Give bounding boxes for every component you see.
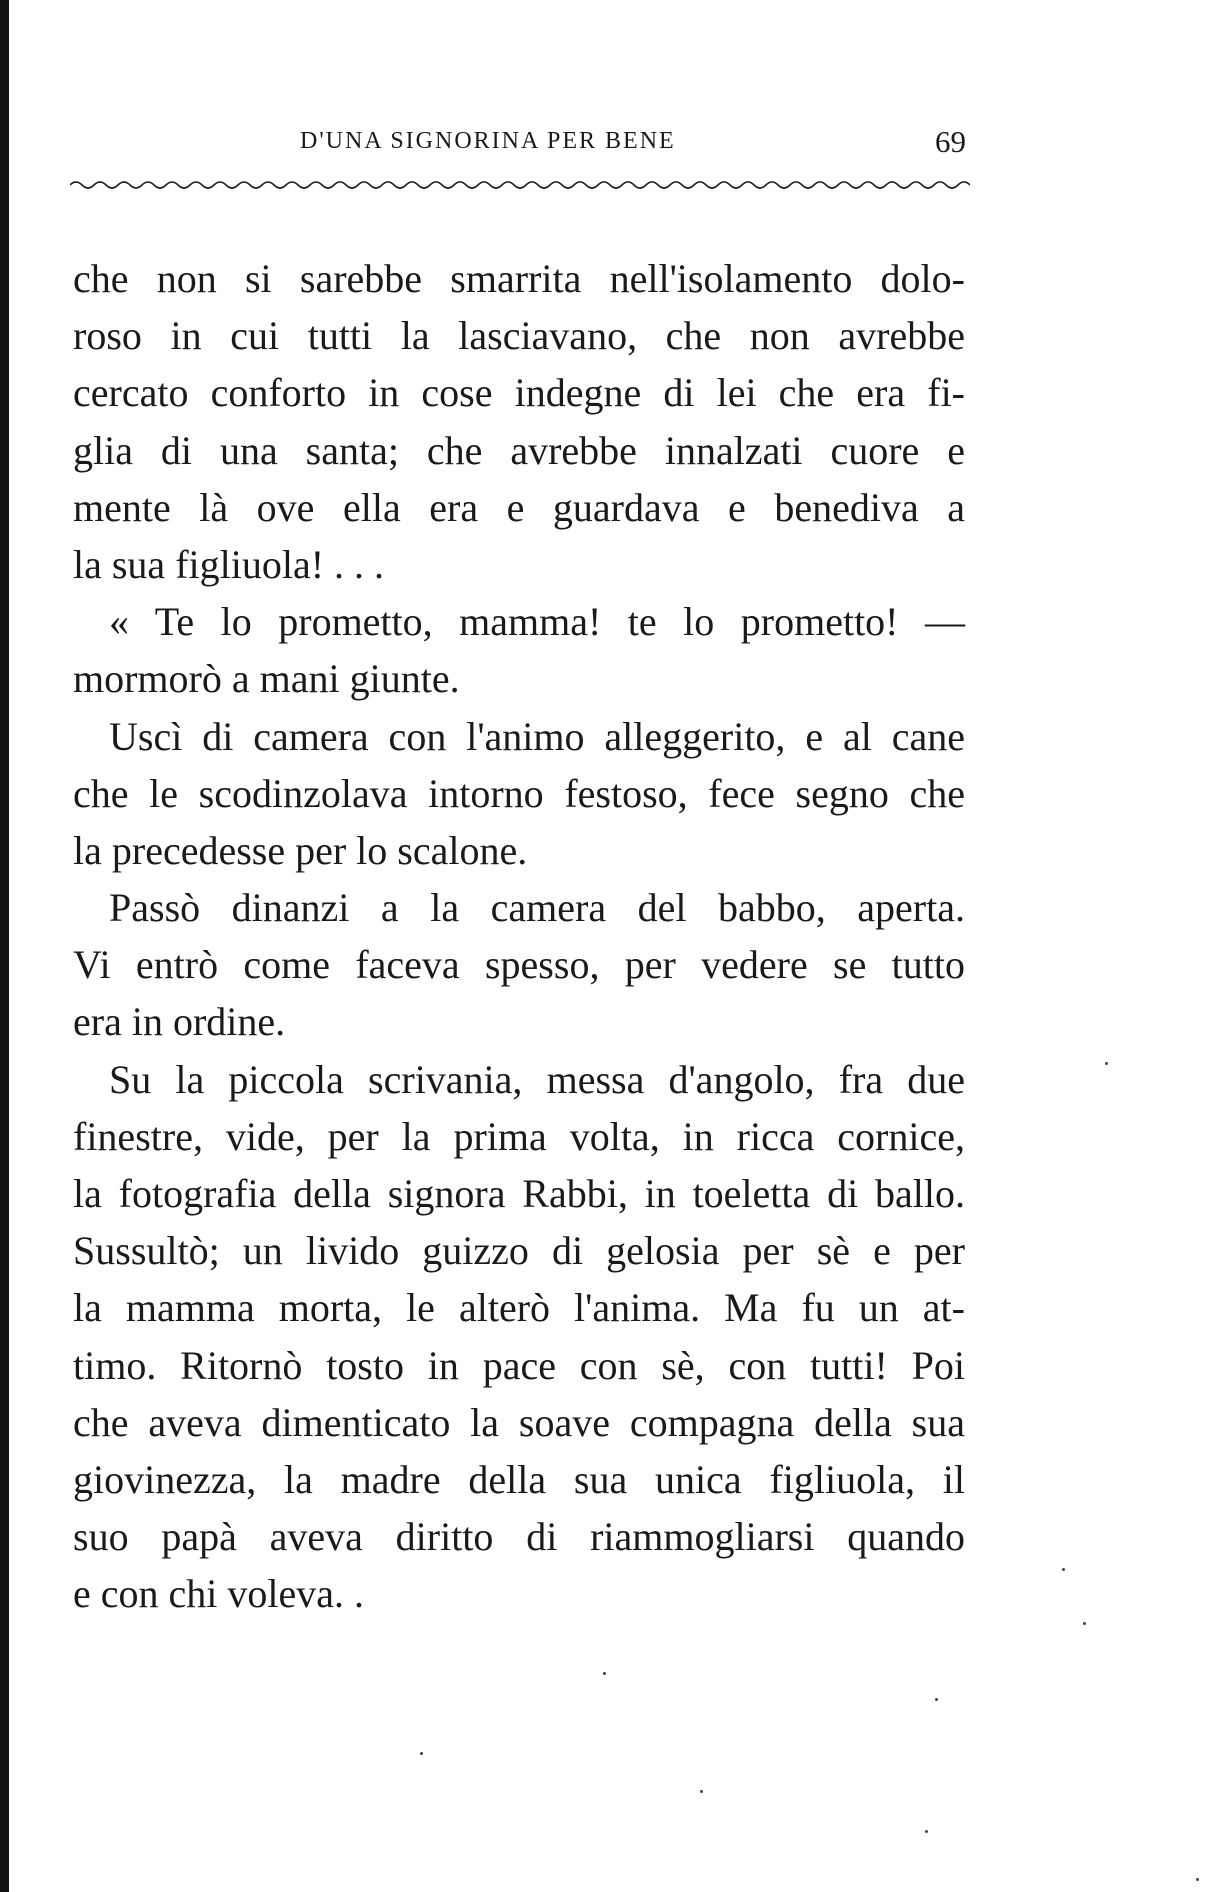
running-title: D'UNA SIGNORINA PER BENE (300, 128, 676, 154)
text-line: la fotografia della signora Rabbi, in toeletta di ballo. (73, 1171, 965, 1216)
text-line: glia di una santa; che avrebbe innalzati cuore e (73, 427, 965, 473)
scan-speck (1083, 1622, 1086, 1625)
text-line: Passò dinanzi a la camera del babbo, aperta. (109, 885, 965, 931)
text-line: la mamma morta, le alterò l'anima. Ma fu un at- (73, 1285, 965, 1331)
text-line: roso in cui tutti la lasciavano, che non avrebbe (73, 313, 965, 359)
text-line: che non si sarebbe smarrita nell'isolamento dolo- (73, 256, 965, 301)
page-number: 69 (935, 124, 966, 159)
scan-speck (603, 1672, 606, 1675)
running-head (0, 124, 1218, 168)
text-line: Uscì di camera con l'animo alleggerito, e al cane (109, 713, 965, 759)
text-line: « Te lo prometto, mamma! te lo prometto! — (109, 599, 965, 645)
text-line: Vi entrò come faceva spesso, per vedere se tutto (73, 942, 965, 988)
text-line: era in ordine. (73, 999, 286, 1045)
text-line: la sua figliuola! . . . (73, 541, 385, 587)
text-line: che aveva dimenticato la soave compagna della sua (73, 1399, 965, 1445)
text-line: la precedesse per lo scalone. (73, 827, 528, 873)
scan-speck (935, 1698, 938, 1701)
scan-speck (1196, 1878, 1199, 1881)
text-line: Sussultò; un livido guizzo di gelosia per sè e per (73, 1228, 965, 1274)
text-line: e con chi voleva. . (73, 1571, 364, 1617)
scan-speck (700, 1790, 703, 1793)
text-line: mente là ove ella era e guardava e benediva a (73, 484, 965, 530)
text-line: mormorò a mani giunte. (73, 656, 460, 702)
text-line: finestre, vide, per la prima volta, in ricca cornice, (73, 1113, 965, 1159)
wavy-rule (70, 178, 970, 192)
scan-speck (925, 1830, 928, 1833)
text-line: timo. Ritornò tosto in pace con sè, con tutti! Poi (73, 1342, 965, 1388)
binding-edge (0, 0, 9, 1892)
text-line: che le scodinzolava intorno festoso, fece segno che (73, 770, 965, 816)
text-line: cercato conforto in cose indegne di lei che era fi- (73, 370, 965, 416)
scan-speck (420, 1752, 423, 1755)
text-line: suo papà aveva diritto di riammogliarsi quando (73, 1514, 965, 1560)
scan-speck (1062, 1568, 1065, 1571)
text-line: Su la piccola scrivania, messa d'angolo, fra due (109, 1056, 965, 1102)
scan-speck (1105, 1062, 1108, 1065)
text-line: giovinezza, la madre della sua unica figliuola, il (73, 1456, 965, 1502)
body-text (73, 250, 965, 1623)
